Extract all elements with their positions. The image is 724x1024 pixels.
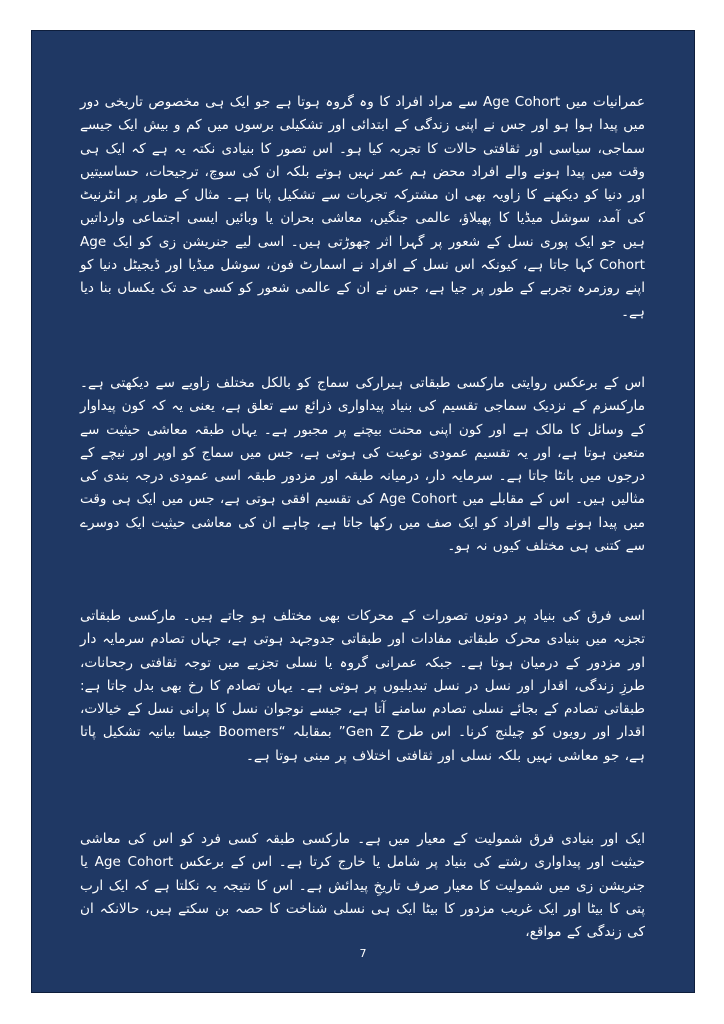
document-page <box>31 30 695 993</box>
paragraph-2: اس کے برعکس روایتی مارکسی طبقاتی ہیرارکی سماج کو بالکل مختلف زاویے سے دیکھتی ہے۔ مارکسزم کے نزدیک سماجی تقسیم کی بنیاد پیداواری ذرائع سے تعلق ہے، یعنی یہ کہ کون پیداوار کے وسائل کا مالک ہے اور کون اپنی محنت بیچنے پر مجبور ہے۔ یہاں طبقہ معاشی حیثیت سے متعین ہوتا ہے، اور یہ تقسیم عمودی نوعیت کی ہوتی ہے، جس میں سماج کو اوپر اور نیچے کے درجوں میں بانٹا جاتا ہے۔ سرمایہ دار، درمیانہ طبقہ اور مزدور طبقہ اسی عمودی درجہ بندی کی مثالیں ہیں۔ اس کے مقابلے میں Age Cohort کی تقسیم افقی ہوتی ہے، جس میں ایک ہی وقت میں پیدا ہونے والے افراد کو ایک صف میں رکھا جاتا ہے، چاہے ان کی معاشی حیثیت ایک دوسرے سے کتنی ہی مختلف کیوں نہ ہو۔ <box>80 375 645 555</box>
page-number: 7 <box>359 947 367 960</box>
paragraph-4: ایک اور بنیادی فرق شمولیت کے معیار میں ہے۔ مارکسی طبقہ کسی فرد کو اس کی معاشی حیثیت اور پیداواری رشتے کی بنیاد پر شامل یا خارج کرتا ہے۔ اس کے برعکس Age Cohort یا جنریشن زی میں شمولیت کا معیار صرف تاریخِ پیدائش ہے۔ اس کا نتیجہ یہ نکلتا ہے کہ ایک ارب پتی کا بیٹا اور ایک غریب مزدور کا بیٹا ایک ہی نسلی شناخت کا حصہ بن سکتے ہیں، حالانکہ ان کی زندگی کے مواقع، <box>80 831 645 941</box>
paragraph-1: عمرانیات میں Age Cohort سے مراد افراد کا وہ گروہ ہوتا ہے جو ایک ہی مخصوص تاریخی دور میں پیدا ہوا ہو اور جس نے اپنی زندگی کے ابتدائی اور تشکیلی برسوں میں کم و بیش ایک جیسے سماجی، سیاسی اور ثقافتی حالات کا تجربہ کیا ہو۔ اس تصور کا بنیادی نکتہ یہ ہے کہ ایک ہی وقت میں پیدا ہونے والے افراد محض ہم عمر نہیں ہوتے بلکہ ان کی سوچ، ترجیحات، حساسیتیں اور دنیا کو دیکھنے کا زاویہ بھی ان مشترکہ تجربات سے تشکیل پاتا ہے۔ مثال کے طور پر انٹرنیٹ کی آمد، سوشل میڈیا کا پھیلاؤ، عالمی جنگیں، معاشی بحران یا وبائیں ایسی اجتماعی وارداتیں ہیں جو ایک پوری نسل کے شعور پر گہرا اثر چھوڑتی ہیں۔ اسی لیے جنریشن زی کو ایک Age Cohort کہا جاتا ہے، کیونکہ اس نسل کے افراد نے اسمارٹ فون، سوشل میڈیا اور ڈیجیٹل دنیا کو اپنے روزمرہ تجربے کے طور پر جیا ہے، جس نے ان کے عالمی شعور کو کسی حد تک یکساں بنا دیا ہے۔ <box>80 94 645 320</box>
paragraph-3: اسی فرق کی بنیاد پر دونوں تصورات کے محرکات بھی مختلف ہو جاتے ہیں۔ مارکسی طبقاتی تجزیہ میں بنیادی محرک طبقاتی مفادات اور طبقاتی جدوجہد ہوتی ہے، جہاں تصادم سرمایہ دار اور مزدور کے درمیان ہوتا ہے۔ جبکہ عمرانی گروہ یا نسلی تجزیے میں توجہ ثقافتی رجحانات، طرزِ زندگی، اقدار اور نسل در نسل تبدیلیوں پر ہوتی ہے۔ یہاں تصادم کا رخ بھی بدل جاتا ہے: طبقاتی تصادم کے بجائے نسلی تصادم سامنے آتا ہے، جیسے نوجوان نسل کا پرانی نسل کے خیالات، اقدار اور رویوں کو چیلنج کرنا۔ اس طرح Gen Z” بمقابلہ “Boomers جیسا بیانیہ تشکیل پاتا ہے، جو معاشی نہیں بلکہ نسلی اور ثقافتی اختلاف پر مبنی ہوتا ہے۔ <box>80 608 646 764</box>
